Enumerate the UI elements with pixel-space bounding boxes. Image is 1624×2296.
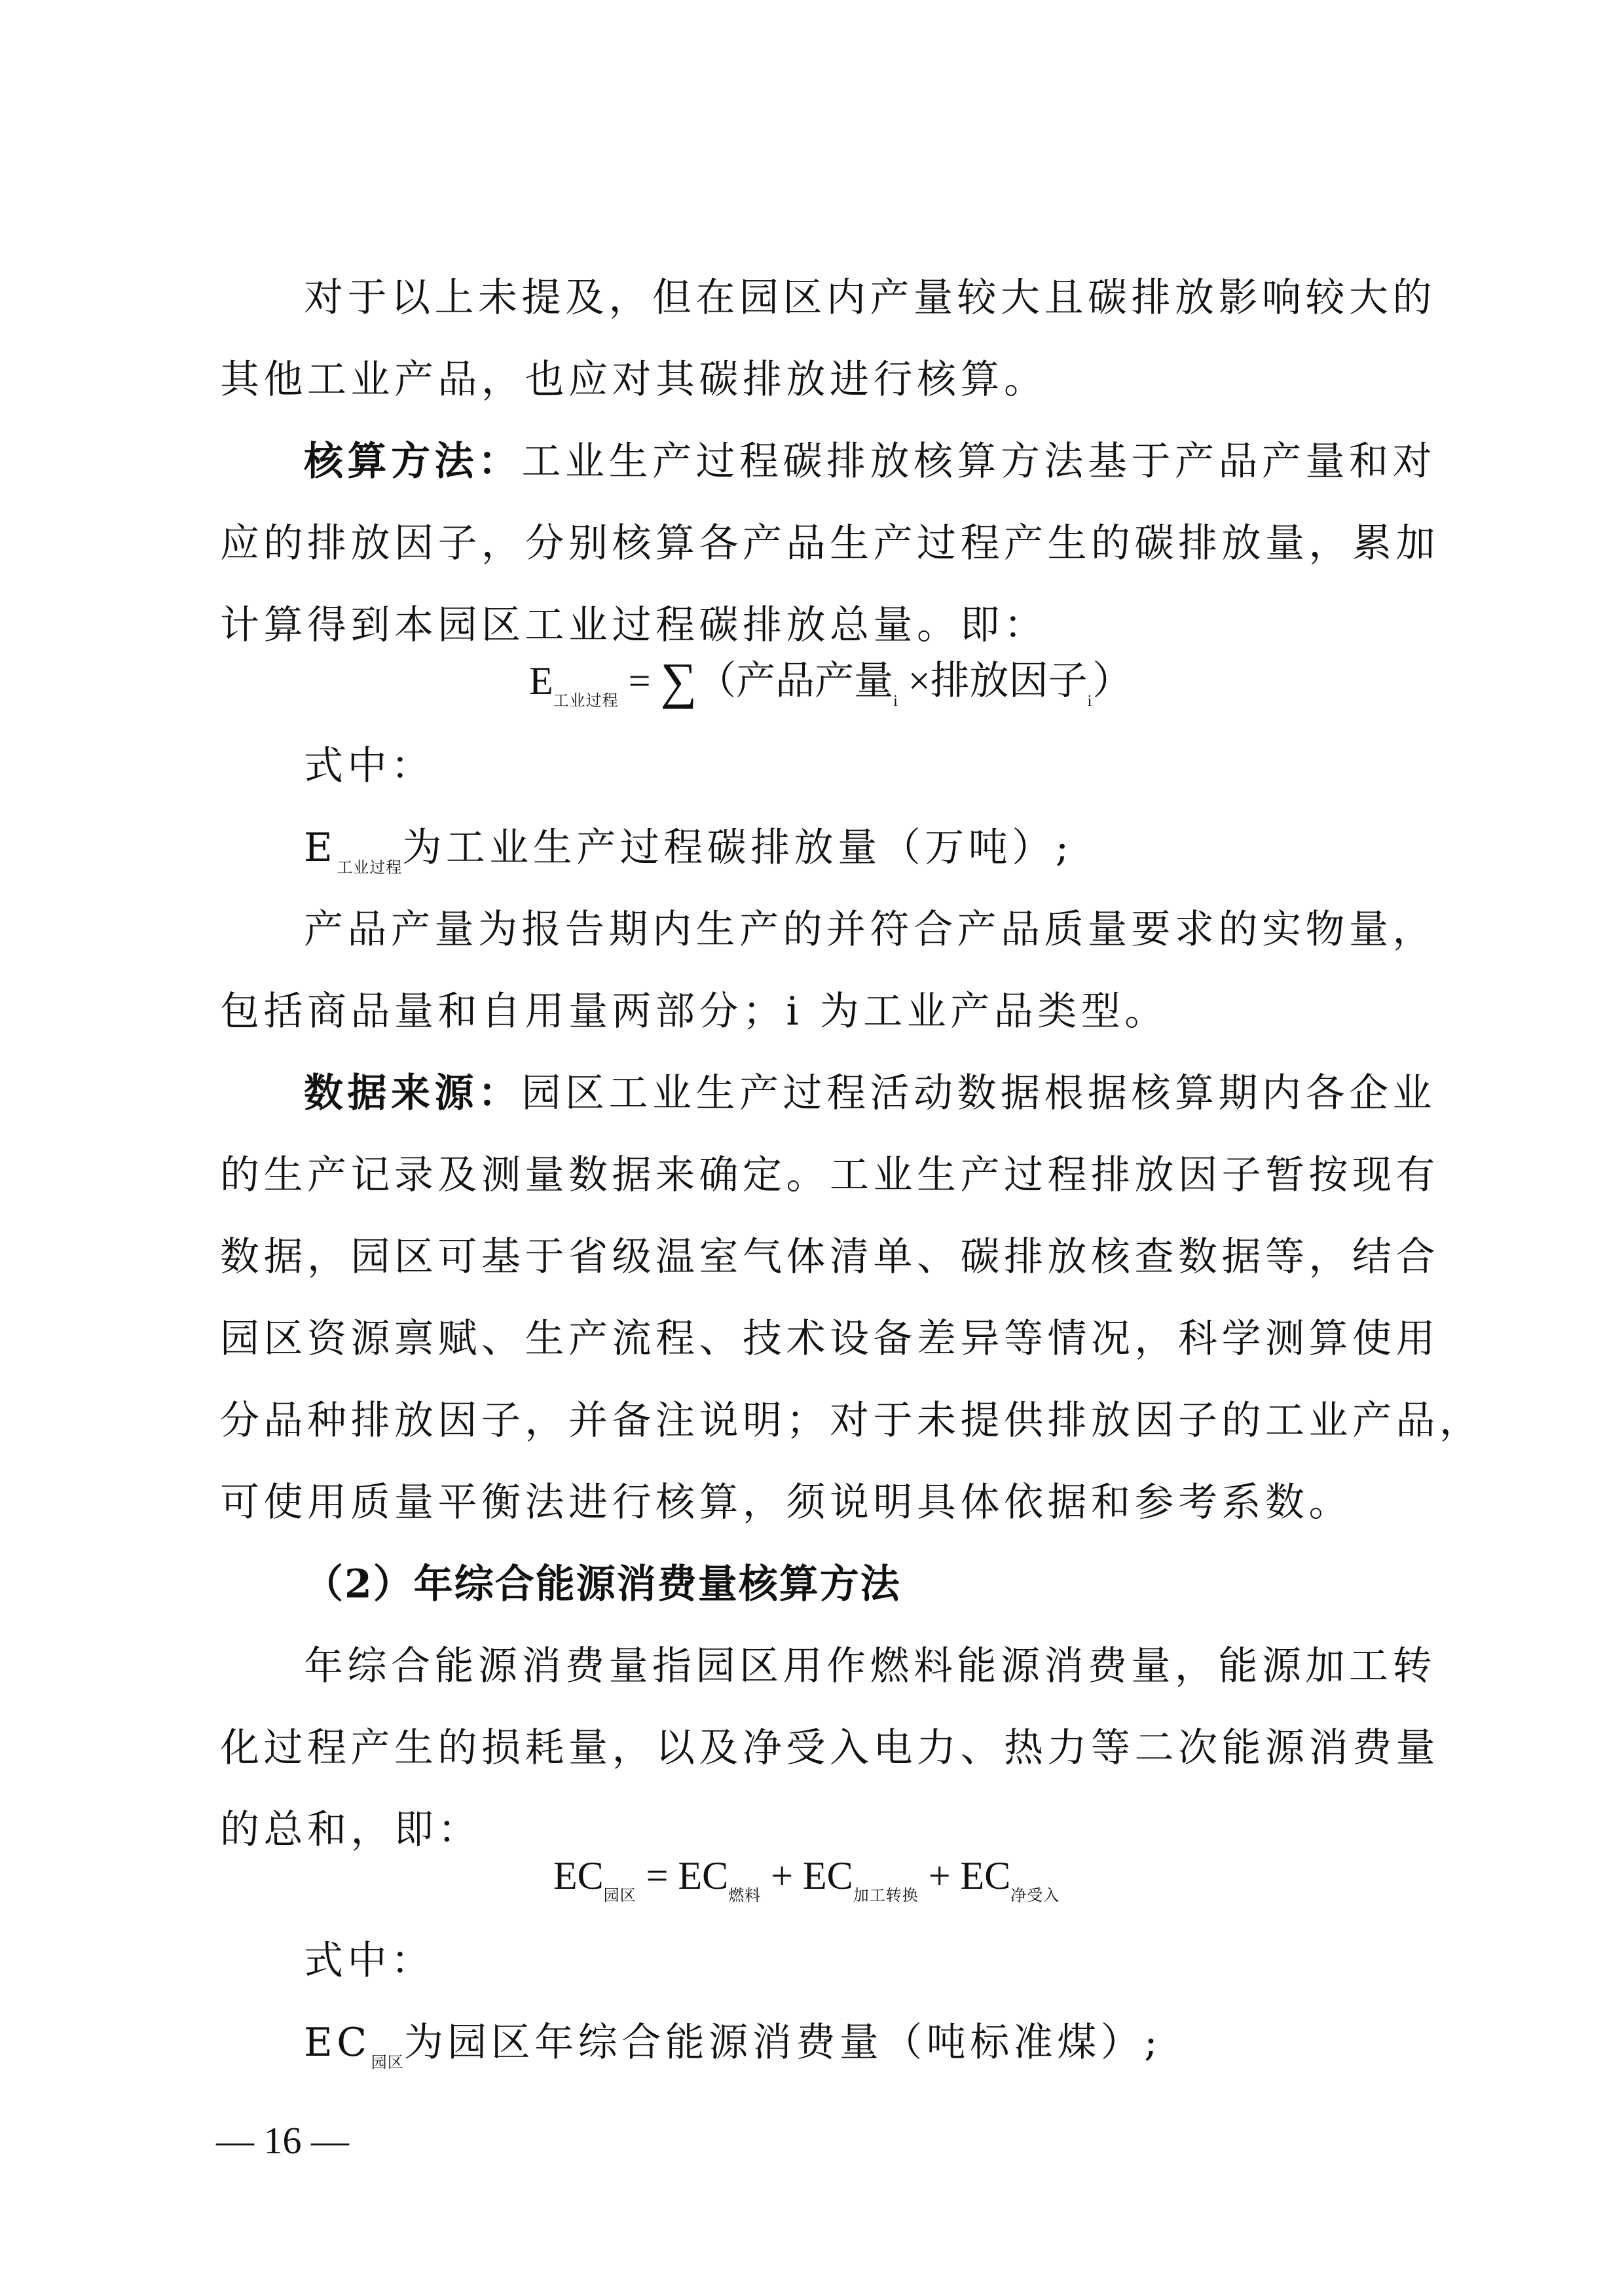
paragraph-line: 数据，园区可基于省级温室气体清单、碳排放核查数据等，结合 [220, 1234, 1439, 1280]
sigma-symbol: ∑ [660, 652, 697, 709]
formula-paren: ） [1092, 659, 1132, 702]
paragraph-line: 其他工业产品，也应对其碳排放进行核算。 [220, 357, 1048, 403]
formula-paren: （ [697, 659, 737, 702]
formula-var: EC [803, 1854, 853, 1897]
paragraph-text: 工业生产过程碳排放核算方法基于产品产量和对 [521, 439, 1436, 484]
page-number: — 16 — [216, 2119, 349, 2162]
paragraph-line: 年综合能源消费量指园区用作燃料能源消费量，能源加工转 [304, 1643, 1436, 1689]
formula-operator: + [771, 1854, 794, 1897]
paragraph-line: 式中： [304, 743, 435, 789]
formula-subscript: 园区 [371, 2053, 404, 2071]
paragraph-line: 式中： [304, 1938, 435, 1984]
formula-var: EC [678, 1854, 729, 1897]
formula-subscript: i [893, 693, 898, 710]
paragraph-line: 计算得到本园区工业过程碳排放总量。即： [220, 602, 1048, 648]
formula-subscript: 工业过程 [337, 858, 403, 877]
formula-subscript: i [1087, 693, 1093, 710]
formula-industrial-emissions [529, 652, 1132, 727]
formula-subscript: 工业过程 [553, 693, 619, 710]
formula-term: 排放因子 [930, 659, 1088, 702]
definition-text: 为工业生产过程碳排放量（万吨）; [402, 825, 1073, 871]
formula-var: EC [960, 1854, 1011, 1897]
formula-subscript: 净受入 [1010, 1887, 1060, 1904]
section-heading: （2）年综合能源消费量核算方法 [304, 1561, 901, 1607]
paragraph-line [304, 1067, 1522, 1120]
paragraph-line: 化过程产生的损耗量，以及净受入电力、热力等二次能源消费量 [220, 1725, 1439, 1771]
formula-var: EC [553, 1854, 604, 1897]
definition-line [304, 2016, 1522, 2088]
formula-var: E [304, 825, 337, 871]
formula-subscript: 园区 [603, 1887, 637, 1904]
definition-line [304, 822, 1522, 894]
formula-var: EC [304, 2020, 371, 2066]
section-label-accounting-method: 核算方法： [304, 439, 522, 484]
section-label-data-source: 数据来源： [304, 1070, 522, 1116]
paragraph-line: 可使用质量平衡法进行核算，须说明具体依据和参考系数。 [220, 1480, 1352, 1525]
paragraph-line: 包括商品量和自用量两部分；i 为工业产品类型。 [220, 989, 1168, 1034]
formula-var: E [529, 659, 553, 702]
paragraph-line: 对于以上未提及，但在园区内产量较大且碳排放影响较大的 [304, 275, 1436, 321]
paragraph-line: 的生产记录及测量数据来确定。工业生产过程排放因子暂按现有 [220, 1152, 1439, 1198]
paragraph-line: 分品种排放因子，并备注说明；对于未提供排放因子的工业产品， [220, 1398, 1483, 1444]
paragraph-line: 园区资源禀赋、生产流程、技术设备差异等情况，科学测算使用 [220, 1316, 1439, 1362]
paragraph-line: 产品产量为报告期内生产的并符合产品质量要求的实物量， [304, 907, 1436, 953]
paragraph-line: 的总和，即： [220, 1807, 481, 1853]
formula-subscript: 燃料 [728, 1887, 762, 1904]
formula-subscript: 加工转换 [853, 1887, 919, 1904]
formula-operator: × [908, 659, 931, 702]
paragraph-line: 应的排放因子，分别核算各产品生产过程产生的碳排放量，累加 [220, 520, 1439, 566]
formula-operator: + [928, 1854, 951, 1897]
definition-text: 为园区年综合能源消费量（吨标准煤）; [403, 2020, 1162, 2066]
paragraph-text: 园区工业生产过程活动数据根据核算期内各企业 [521, 1070, 1436, 1116]
paragraph-line [304, 435, 1522, 488]
formula-term: 产品产量 [736, 659, 894, 702]
formula-energy-consumption [553, 1850, 1060, 1922]
formula-operator: = [628, 659, 651, 702]
formula-operator: = [646, 1854, 669, 1897]
